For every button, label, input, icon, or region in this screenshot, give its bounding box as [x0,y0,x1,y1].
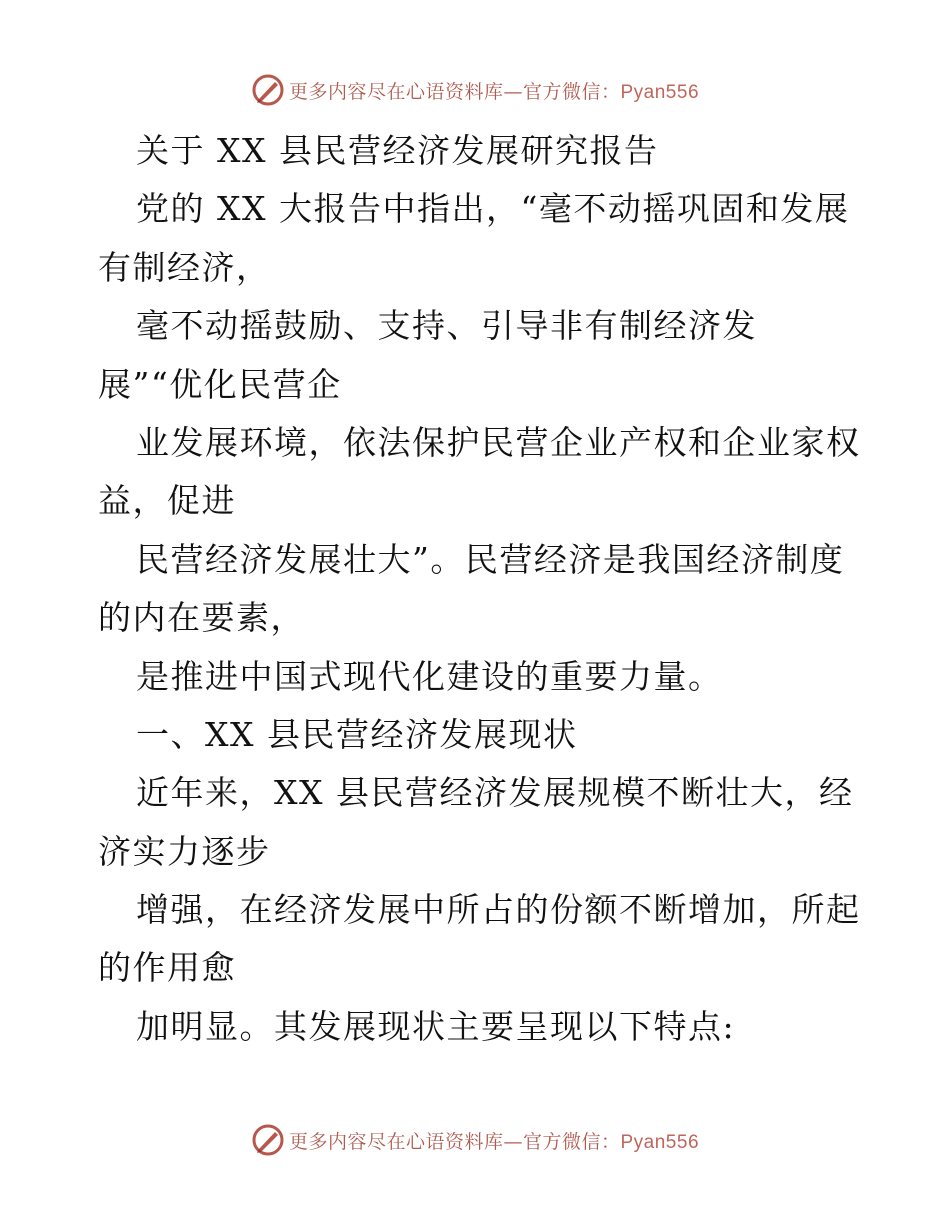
text-line: 党的 XX 大报告中指出，“毫不动摇巩固和发展 [136,189,850,229]
text-line: 济实力逐步 [98,831,271,871]
footer-banner [0,1120,950,1160]
text-line: 民营经济发展壮大”。民营经济是我国经济制度 [136,539,845,579]
quill-logo-icon [251,1123,285,1157]
text-line: 展”“优化民营企 [98,364,342,404]
text-line: 是推进中国式现代化建设的重要力量。 [136,656,723,696]
wechat-id: Pyan556 [620,1131,700,1153]
banner-text: 更多内容尽在心语资料库—官方微信：Pyan556 [288,80,700,103]
text-line: 近年来，XX 县民营经济发展规模不断壮大，经 [136,773,854,813]
text-line: 毫不动摇鼓励、支持、引导非有制经济发 [136,306,757,346]
text-line: 加明显。其发展现状主要呈现以下特点: [136,1006,736,1046]
text-line: 的内在要素， [98,598,305,638]
quill-logo-icon [251,73,285,107]
text-line: 业发展环境，依法保护民营企业产权和企业家权 [136,422,861,462]
banner-text: 更多内容尽在心语资料库—官方微信：Pyan556 [288,1130,700,1153]
text-line: 益，促进 [98,481,236,521]
section-heading: 一、XX 县民营经济发展现状 [136,714,578,754]
text-line: 增强，在经济发展中所占的份额不断增加，所起 [136,890,861,930]
text-line: 关于 XX 县民营经济发展研究报告 [136,131,659,170]
wechat-id: Pyan556 [620,81,700,103]
document-body [98,122,861,1056]
text-line: 有制经济， [98,247,271,287]
text-line: 的作用愈 [98,948,236,988]
header-banner [0,70,950,110]
